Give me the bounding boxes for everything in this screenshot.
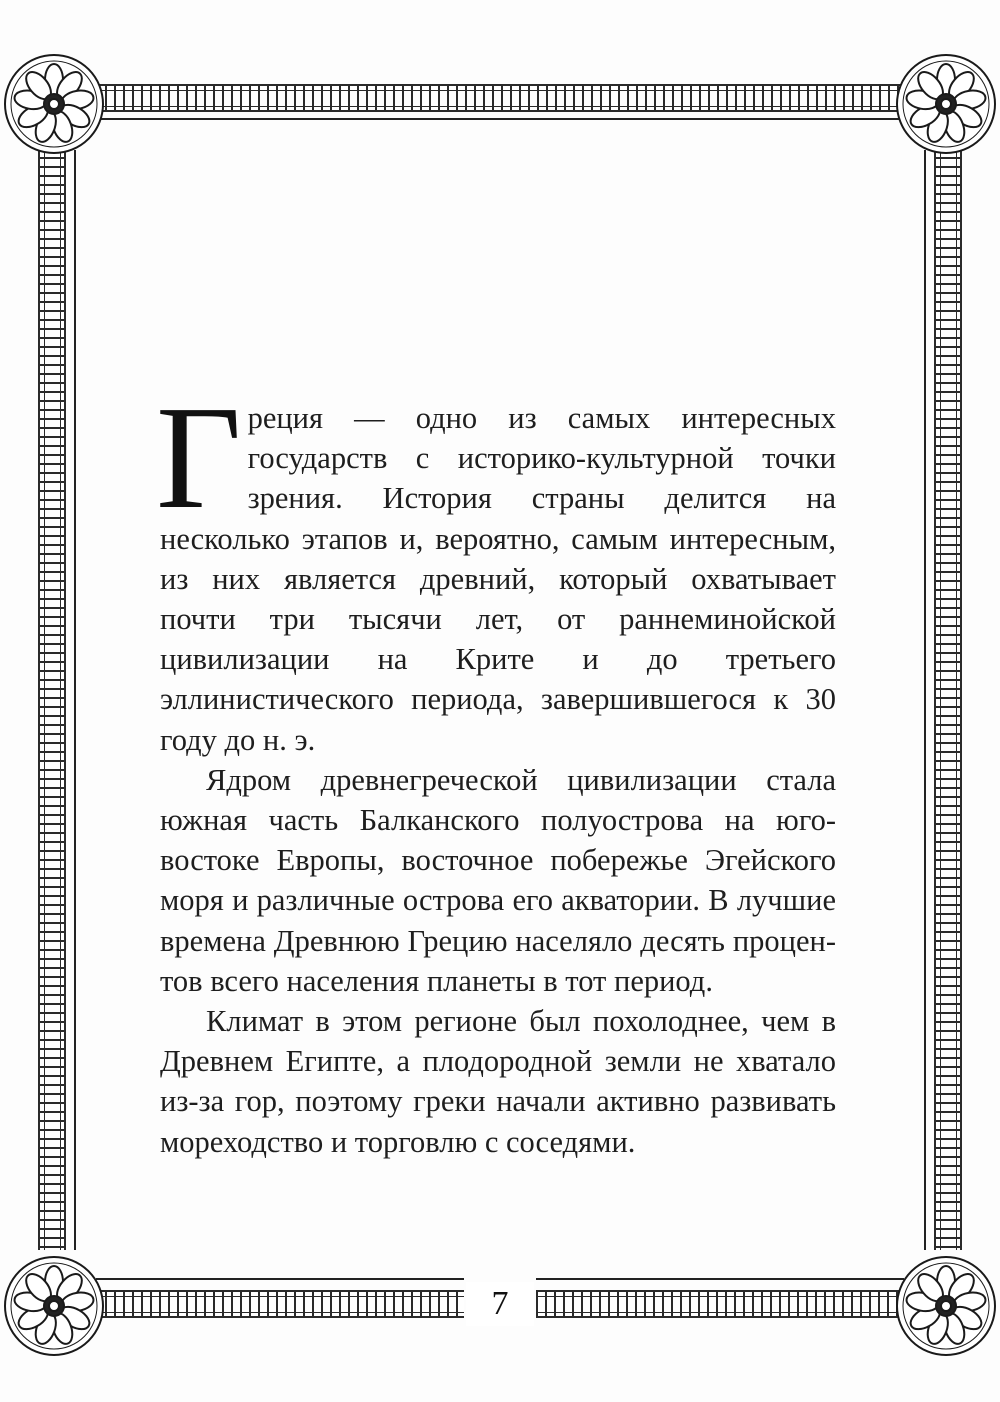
body-text bbox=[156, 376, 836, 1162]
bottom-border-greek-key-right bbox=[536, 1290, 904, 1318]
right-border-greek-key bbox=[934, 150, 962, 1250]
bottom-border-rule-right bbox=[536, 1278, 904, 1280]
page-number: 7 bbox=[491, 1285, 509, 1322]
rosette-icon-bottom-left bbox=[2, 1254, 106, 1358]
drop-cap: Г bbox=[156, 376, 242, 540]
paragraph-1 bbox=[156, 376, 836, 760]
left-border-greek-key bbox=[38, 150, 66, 1250]
paragraph-1-text: реция — одно из самых интересных государств с историко-культурной точки зрения. История страны делится на несколько этапов и, вероятно, самым интересным, из них является древний, который охватывает почти три тысячи лет, от раннеминойской цивилизации на Крите и до третьего эллинистического периода, завершившегося к 30 году до н. э. bbox=[160, 401, 836, 757]
paragraph-2: Ядром древнегреческой цивилизации стала южная часть Балканского полуострова на юго-востоке Европы, восточное побережье Эгейского моря и различные острова его акватории. В лучшие времена Древнюю Грецию населяло десять процентов всего населения планеты в тот период. bbox=[160, 762, 836, 998]
right-border-rule bbox=[924, 150, 926, 1250]
rosette-icon-top-left bbox=[2, 52, 106, 156]
top-border-rule bbox=[96, 118, 904, 120]
paragraph-3: Климат в этом регионе был похолоднее, чем в Древнем Египте, а плодородной земли не хватало из-за гор, поэтому греки начали активно развивать мореходство и торговлю с соседями. bbox=[160, 1004, 836, 1159]
page-number-box bbox=[466, 1282, 534, 1326]
top-border-greek-key bbox=[96, 84, 904, 112]
bottom-border-greek-key-left bbox=[96, 1290, 464, 1318]
bottom-border-rule-left bbox=[96, 1278, 464, 1280]
rosette-icon-bottom-right bbox=[894, 1254, 998, 1358]
left-border-rule bbox=[74, 150, 76, 1250]
rosette-icon-top-right bbox=[894, 52, 998, 156]
